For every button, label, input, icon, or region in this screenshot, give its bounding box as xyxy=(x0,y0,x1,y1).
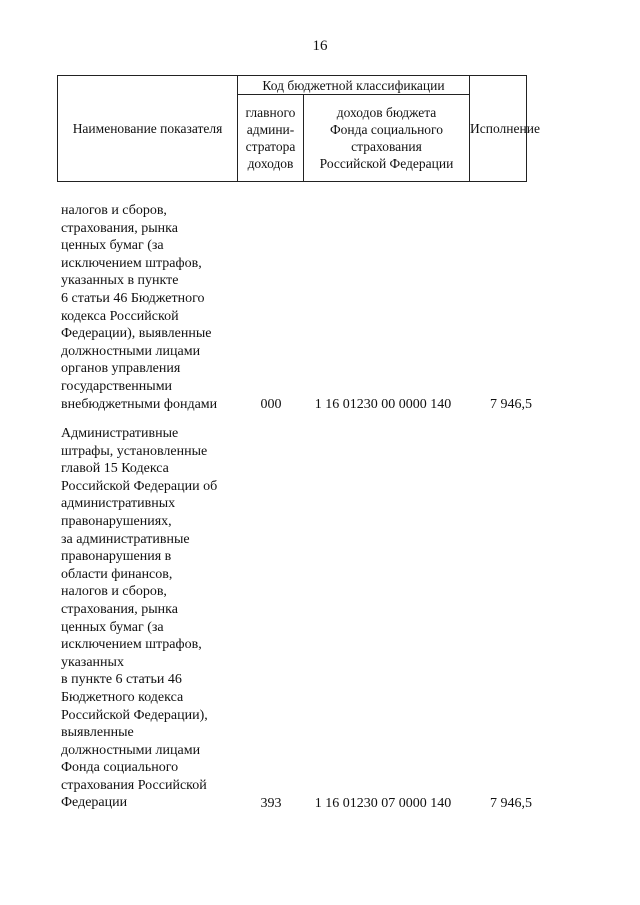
column-header-execution: Исполнение xyxy=(470,76,527,182)
row-execution-value: 7 946,5 xyxy=(490,396,532,412)
page-number: 16 xyxy=(312,38,328,54)
column-header-admin: главного админи-стратора доходов xyxy=(238,95,304,182)
row-admin-code: 393 xyxy=(260,795,282,811)
row-execution-value: 7 946,5 xyxy=(490,795,532,811)
row-name: Административные штрафы, установленные главой 15 Кодекса Российской Федерации об административных правонарушениях, за административные правонарушения в области финансов, налогов и сборов, страхования, рынка ценных бумаг (за исключением штрафов, указанных в пункте 6 статьи 46 Бюджетного кодекса Российской Федерации), выявленные должностными лицами Фонда социального страхования Российской Федерации xyxy=(61,426,218,811)
column-header-revenue-code: доходов бюджета Фонда социального страхования Российской Федерации xyxy=(304,95,470,182)
column-header-name: Наименование показателя xyxy=(58,76,238,182)
row-budget-code: 1 16 01230 00 0000 140 xyxy=(314,396,452,412)
table-header xyxy=(57,75,540,182)
row-name: налогов и сборов, страхования, рынка ценных бумаг (за исключением штрафов, указанных в пункте 6 статьи 46 Бюджетного кодекса Российской Федерации), выявленные должностными лицами органов управления государственными внебюджетными фондами xyxy=(61,203,218,412)
row-admin-code: 000 xyxy=(260,396,282,412)
column-header-code-group: Код бюджетной классификации xyxy=(238,76,470,95)
row-budget-code: 1 16 01230 07 0000 140 xyxy=(314,795,452,811)
